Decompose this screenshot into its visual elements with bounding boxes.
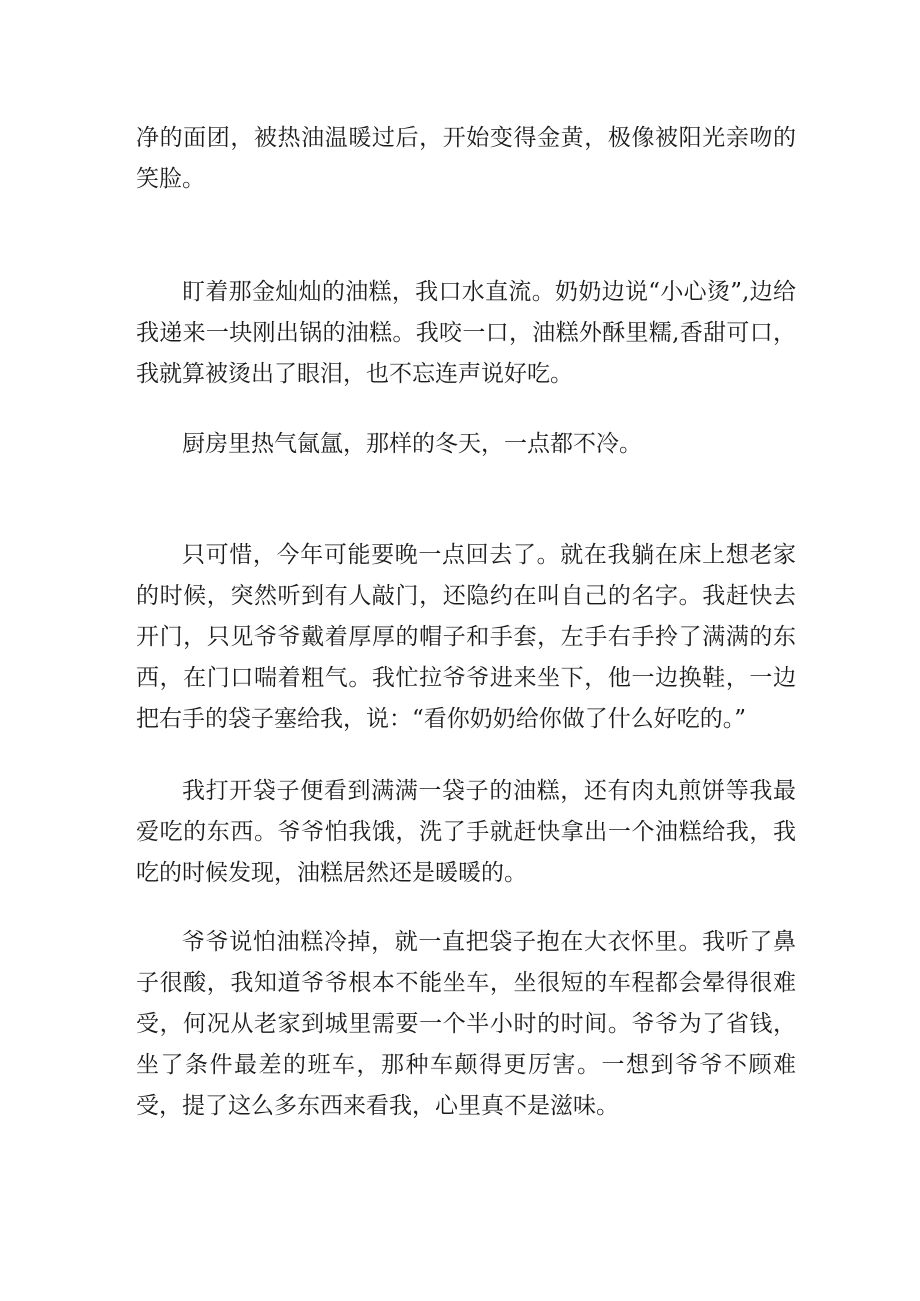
paragraph-3: 厨房里热气氤氲，那样的冬天，一点都不冷。 xyxy=(182,431,642,457)
paragraph-1: 净的面团，被热油温暖过后，开始变得金黄，极像被阳光亲吻的笑脸。 xyxy=(136,125,796,192)
paragraph-2: 盯着那金灿灿的油糕，我口水直流。奶奶边说“小心烫”,边给我递来一块刚出锅的油糕。我咬一口，油糕外酥里糯,香甜可口，我就算被烫出了眼泪，也不忘连声说好吃。 xyxy=(136,279,796,387)
paragraph-5: 我打开袋子便看到满满一袋子的油糕，还有肉丸煎饼等我最爱吃的东西。爷爷怕我饿，洗了手就赶快拿出一个油糕给我，我吃的时候发现，油糕居然还是暖暖的。 xyxy=(136,778,796,886)
paragraph-4: 只可惜，今年可能要晚一点回去了。就在我躺在床上想老家的时候，突然听到有人敲门，还隐约在叫自己的名字。我赶快去开门，只见爷爷戴着厚厚的帽子和手套，左手右手拎了满满的东西，在门口喘着粗气。我忙拉爷爷进来坐下，他一边换鞋，一边把右手的袋子塞给我，说：“看你奶奶给你做了什么好吃的。” xyxy=(136,542,796,732)
paragraph-6: 爷爷说怕油糕冷掉，就一直把袋子抱在大衣怀里。我听了鼻子很酸，我知道爷爷根本不能坐车，坐很短的车程都会晕得很难受，何况从老家到城里需要一个半小时的时间。爷爷为了省钱，坐了条件最差的班车，那种车颠得更厉害。一想到爷爷不顾难受，提了这么多东西来看我，心里真不是滋味。 xyxy=(136,929,796,1119)
